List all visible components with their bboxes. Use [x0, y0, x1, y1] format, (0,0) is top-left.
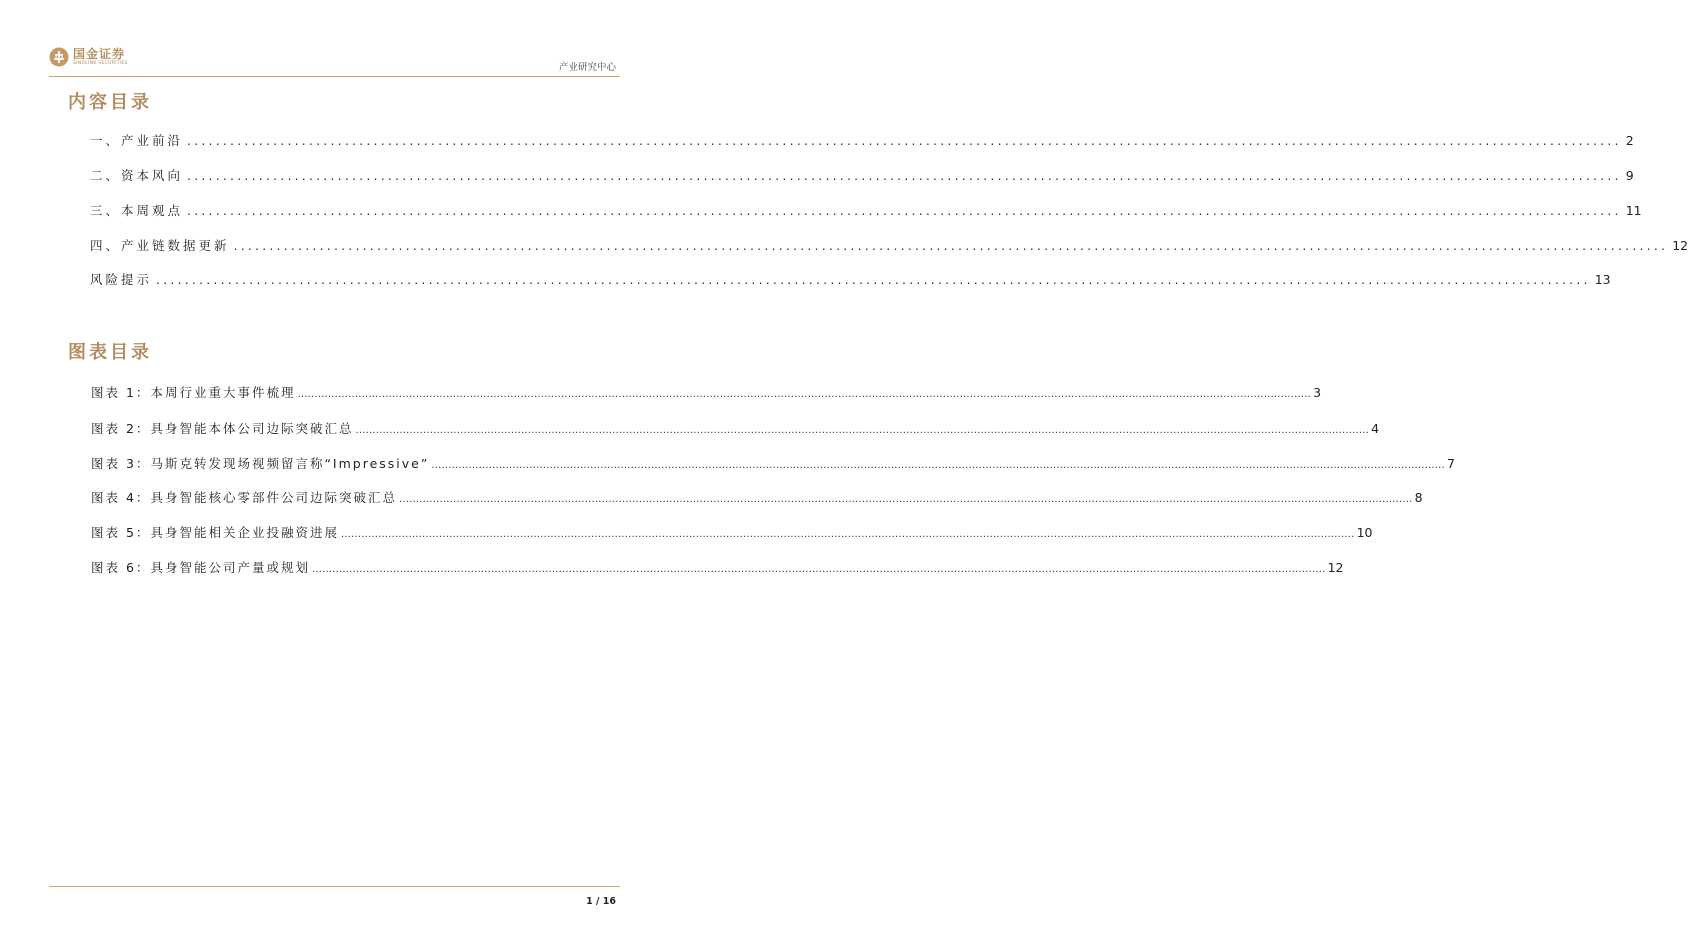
dot-leader: ............................................................................................................................................................................................................................................................................................................ — [398, 494, 1413, 505]
logo-chinese-name: 国金证券 — [73, 46, 126, 61]
dot-leader: ........................................................................................................................................................................................................ — [187, 168, 1622, 183]
toc-entry[interactable] — [90, 131, 1634, 149]
dot-leader: ............................................................................................................................................................................................................................................................................................................ — [311, 564, 1326, 575]
figure-page: 7 — [1446, 456, 1455, 471]
figure-number: 图表 6： — [91, 560, 151, 575]
toc-entry-page: 12 — [1672, 238, 1688, 253]
figure-entry[interactable] — [91, 383, 1322, 401]
dot-leader: ........................................................................................................................................................................................................ — [233, 238, 1669, 253]
logo-english-name: SINOLINK SECURITIES — [73, 60, 128, 66]
figure-entry[interactable] — [91, 558, 1344, 576]
figure-page: 10 — [1356, 525, 1373, 540]
dot-leader: ............................................................................................................................................................................................................................................................................................................ — [340, 529, 1355, 540]
toc-entry[interactable] — [90, 166, 1634, 184]
toc-entry-page: 2 — [1625, 133, 1634, 148]
figure-entry[interactable] — [91, 454, 1455, 472]
figure-page: 8 — [1414, 490, 1423, 505]
figure-title: 具身智能公司产量或规划 — [150, 560, 310, 575]
figure-title: 具身智能相关企业投融资进展 — [150, 525, 339, 540]
figure-page: 4 — [1371, 421, 1380, 436]
dot-leader: ........................................................................................................................................................................................................ — [156, 272, 1591, 287]
figure-number: 图表 1： — [91, 385, 151, 400]
sinolink-logo-icon — [49, 47, 69, 67]
page-header — [0, 0, 662, 80]
toc-entry-label: 一、产业前沿 — [90, 133, 184, 148]
figure-page: 3 — [1313, 385, 1322, 400]
figure-number: 图表 4： — [91, 490, 151, 505]
page-number: 1 / 16 — [586, 896, 616, 907]
toc-entry-label: 二、资本风向 — [90, 168, 184, 183]
contents-title: 内容目录 — [68, 92, 152, 113]
company-logo — [49, 47, 128, 67]
dot-leader: ............................................................................................................................................................................................................................................................................................................ — [431, 460, 1445, 471]
figure-entry[interactable] — [91, 523, 1373, 541]
dot-leader: ........................................................................................................................................................................................................ — [187, 203, 1622, 218]
figure-entry[interactable] — [91, 419, 1380, 437]
figure-number: 图表 3： — [91, 456, 151, 471]
toc-entry-page: 13 — [1594, 272, 1611, 287]
figure-title: 具身智能本体公司边际突破汇总 — [150, 421, 354, 436]
dot-leader: ........................................................................................................................................................................................................ — [187, 133, 1622, 148]
department-label: 产业研究中心 — [558, 62, 616, 73]
figure-entry[interactable] — [91, 488, 1423, 506]
toc-entry-label: 风险提示 — [90, 272, 153, 287]
figure-title: 本周行业重大事件梳理 — [150, 385, 296, 400]
figure-title: 具身智能核心零部件公司边际突破汇总 — [150, 490, 397, 505]
figure-number: 图表 2： — [91, 421, 151, 436]
toc-entry[interactable] — [90, 236, 1688, 254]
toc-entry[interactable] — [90, 270, 1611, 288]
dot-leader: ............................................................................................................................................................................................................................................................................................................ — [355, 425, 1370, 436]
figure-title: 马斯克转发现场视频留言称“Impressive” — [150, 456, 430, 471]
figures-title: 图表目录 — [68, 342, 152, 363]
toc-entry-label: 三、本周观点 — [90, 203, 184, 218]
figure-page: 12 — [1327, 560, 1344, 575]
toc-entry-label: 四、产业链数据更新 — [90, 238, 230, 253]
header-rule — [49, 76, 620, 77]
dot-leader: ............................................................................................................................................................................................................................................................................................................ — [297, 389, 1312, 400]
toc-entry-page: 9 — [1625, 168, 1634, 183]
figure-number: 图表 5： — [91, 525, 151, 540]
footer-rule — [49, 886, 620, 887]
toc-entry-page: 11 — [1625, 203, 1642, 218]
toc-entry[interactable] — [90, 201, 1642, 219]
